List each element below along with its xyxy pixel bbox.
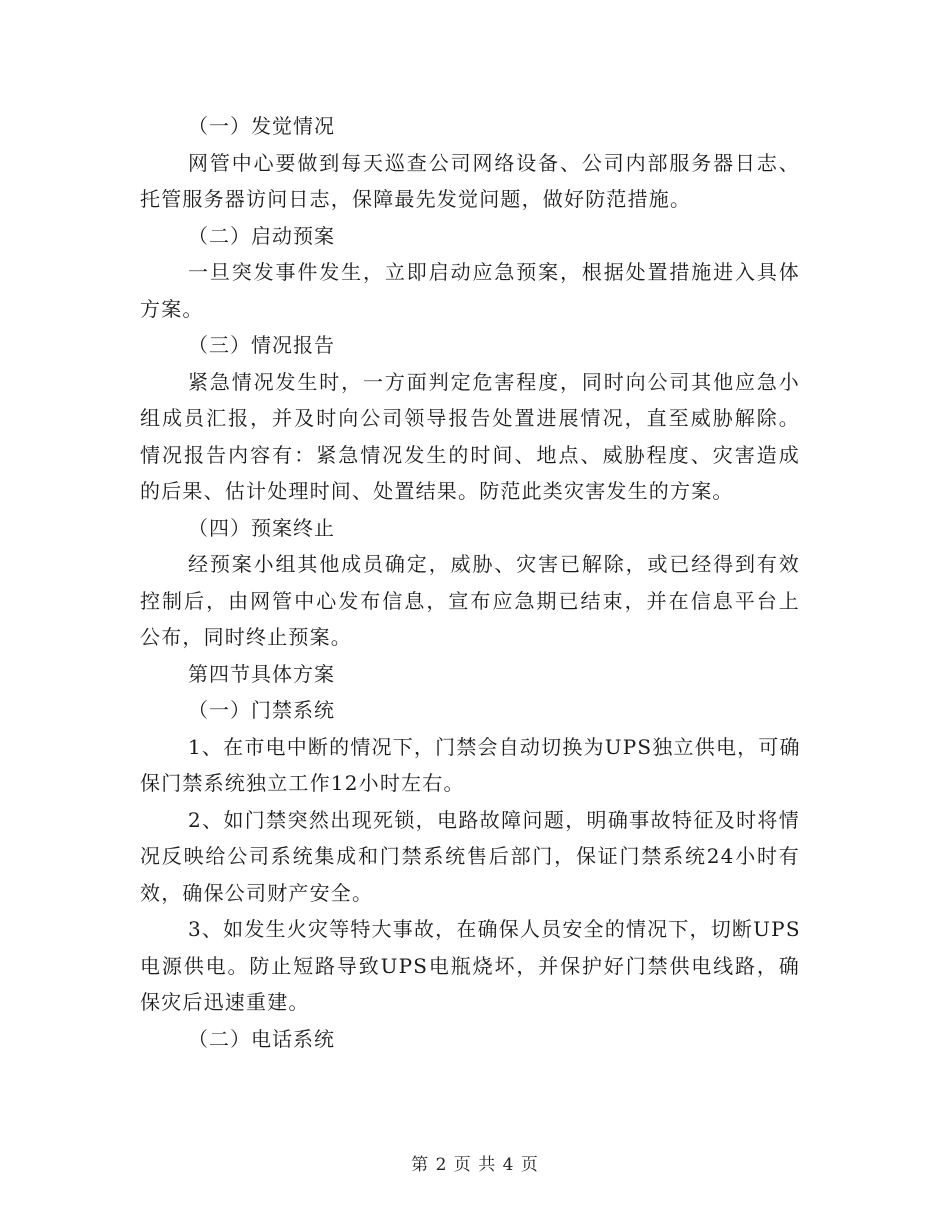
document-body (140, 108, 800, 1057)
paragraph-line: 网管中心要做到每天巡查公司网络设备、公司内部服务器日志、 (188, 150, 800, 175)
section-heading: （一）发觉情况 (188, 114, 335, 138)
paragraph-line: 情况报告内容有：紧急情况发生的时间、地点、威胁程度、灾害造成 (140, 442, 800, 467)
paragraph-line: 托管服务器访问日志，保障最先发觉问题，做好防范措施。 (140, 187, 692, 211)
section-heading: （三）情况报告 (188, 333, 335, 357)
paragraph-line: 保灾后迅速重建。 (140, 990, 310, 1014)
section-heading: 第四节具体方案 (188, 661, 335, 686)
paragraph-line: 效，确保公司财产安全。 (140, 880, 374, 905)
paragraph-line: 电源供电。防止短路导致UPS电瓶烧坏，并保护好门禁供电线路，确 (140, 953, 800, 978)
paragraph-line: 控制后，由网管中心发布信息，宣布应急期已结束，并在信息平台上 (140, 588, 800, 613)
paragraph-line: 况反映给公司系统集成和门禁系统售后部门，保证门禁系统24小时有 (140, 844, 800, 868)
section-heading: （二）电话系统 (188, 1026, 335, 1051)
paragraph-line: 公布，同时终止预案。 (140, 625, 352, 649)
section-heading: （四）预案终止 (188, 515, 335, 540)
paragraph-line: 方案。 (140, 296, 204, 321)
paragraph-line: 3、如发生火灾等特大事故，在确保人员安全的情况下，切断UPS (188, 917, 801, 941)
paragraph-line: 的后果、估计处理时间、处置结果。防范此类灾害发生的方案。 (140, 479, 734, 503)
section-heading: （二）启动预案 (188, 223, 335, 248)
paragraph-line: 紧急情况发生时，一方面判定危害程度，同时向公司其他应急小 (188, 369, 800, 394)
section-heading: （一）门禁系统 (188, 698, 335, 722)
paragraph-line: 组成员汇报，并及时向公司领导报告处置进展情况，直至威胁解除。 (140, 406, 800, 430)
page-footer: 第 2 页 共 4 页 (411, 1155, 539, 1175)
paragraph-line: 1、在市电中断的情况下，门禁会自动切换为UPS独立供电，可确 (188, 734, 801, 759)
paragraph-line: 经预案小组其他成员确定，威胁、灾害已解除，或已经得到有效 (188, 552, 800, 576)
paragraph-line: 2、如门禁突然出现死锁，电路故障问题，明确事故特征及时将情 (188, 807, 800, 832)
paragraph-line: 保门禁系统独立工作12小时左右。 (140, 771, 465, 795)
paragraph-line: 一旦突发事件发生，立即启动应急预案，根据处置措施进入具体 (188, 260, 800, 284)
